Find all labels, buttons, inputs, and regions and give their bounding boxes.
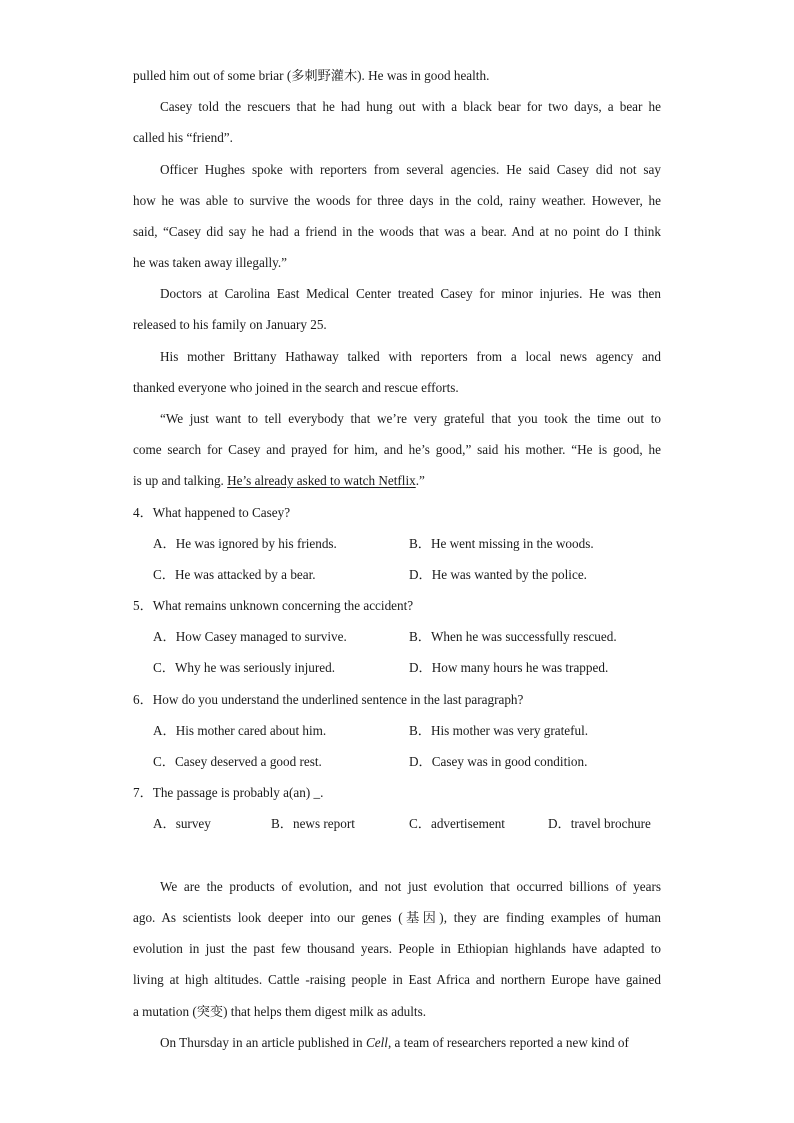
option: A．How Casey managed to survive. — [153, 629, 347, 644]
passage-line: thanked everyone who joined in the search and rescue efforts. — [133, 380, 459, 395]
passage-line — [133, 472, 425, 490]
option: C．Why he was seriously injured. — [153, 660, 336, 675]
passage-line — [160, 1034, 629, 1052]
option: D．How many hours he was trapped. — [409, 660, 609, 675]
passage-line: ago. As scientists look deeper into our genes (基因), they are finding examples of human — [133, 910, 661, 925]
underlined-sentence: He’s already asked to watch Netflix — [227, 473, 416, 488]
option: A．survey — [153, 816, 211, 831]
question-stem: 4．What happened to Casey? — [133, 505, 291, 520]
option: B．He went missing in the woods. — [409, 536, 594, 551]
passage-line: called his “friend”. — [133, 130, 233, 145]
option: A．His mother cared about him. — [153, 723, 327, 738]
passage-line: said, “Casey did say he had a friend in the woods that was a bear. And at no point do I think — [133, 224, 661, 239]
question-stem: 7．The passage is probably a(an) _. — [133, 785, 324, 800]
option: B．When he was successfully rescued. — [409, 629, 617, 644]
passage-line: he was taken away illegally.” — [133, 255, 288, 270]
passage-line: His mother Brittany Hathaway talked with reporters from a local news agency and — [160, 349, 661, 364]
passage-line: “We just want to tell everybody that we’re very grateful that you took the time out to — [160, 411, 661, 426]
passage-text: is up and talking. — [133, 473, 228, 488]
passage-line: come search for Casey and prayed for him, and he’s good,” said his mother. “He is good, he — [133, 442, 661, 457]
option: A．He was ignored by his friends. — [153, 536, 337, 551]
passage-line: how he was able to survive the woods for three days in the cold, rainy weather. However, he — [133, 193, 661, 208]
option: C．Casey deserved a good rest. — [153, 754, 322, 769]
passage-text: .” — [415, 473, 425, 488]
passage-line: evolution in just the past few thousand years. People in Ethiopian highlands have adapted to — [133, 941, 661, 956]
passage-line: Officer Hughes spoke with reporters from several agencies. He said Casey did not say — [160, 162, 661, 177]
question-stem: 5．What remains unknown concerning the accident? — [133, 598, 414, 613]
option: B．His mother was very grateful. — [409, 723, 589, 738]
passage-line: We are the products of evolution, and not just evolution that occurred billions of years — [160, 879, 661, 894]
passage-line: Doctors at Carolina East Medical Center treated Casey for minor injuries. He was then — [160, 286, 661, 301]
option: C．He was attacked by a bear. — [153, 567, 316, 582]
option: C．advertisement — [409, 816, 505, 831]
passage-line: released to his family on January 25. — [133, 317, 327, 332]
question-stem: 6．How do you understand the underlined sentence in the last paragraph? — [133, 692, 524, 707]
passage-text: On Thursday in an article published in — [160, 1035, 366, 1050]
option: D．He was wanted by the police. — [409, 567, 587, 582]
option: D．travel brochure — [548, 816, 651, 831]
passage-line: living at high altitudes. Cattle -raising people in East Africa and northern Europe have gained — [133, 972, 661, 987]
option: B．news report — [271, 816, 355, 831]
passage-line: Casey told the rescuers that he had hung out with a black bear for two days, a bear he — [160, 99, 661, 114]
passage-line: a mutation (突变) that helps them digest milk as adults. — [133, 1004, 427, 1019]
option: D．Casey was in good condition. — [409, 754, 588, 769]
passage-text: , a team of researchers reported a new kind of — [387, 1035, 629, 1050]
passage-line: pulled him out of some briar (多刺野灌木). He was in good health. — [133, 68, 490, 83]
journal-name: Cell — [365, 1035, 388, 1050]
